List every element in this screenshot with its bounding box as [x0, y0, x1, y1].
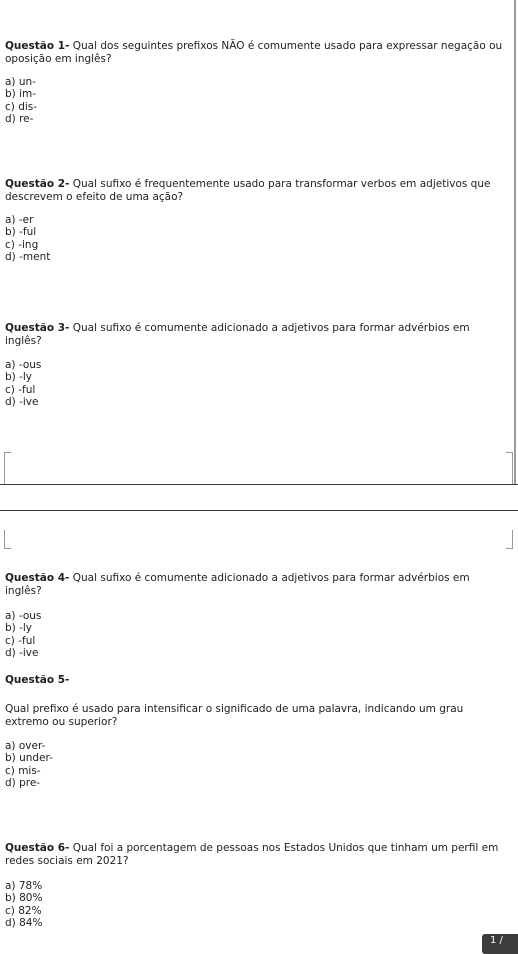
option-a: a) over- — [5, 740, 46, 752]
option-b: b) -ful — [5, 226, 37, 239]
question-2-options — [5, 214, 505, 264]
question-2-text — [5, 178, 505, 204]
question-1 — [5, 40, 505, 126]
option-a: a) 78% — [5, 880, 43, 892]
question-5-body: Qual prefixo é usado para intensificar o significado de uma palavra, indicando um grau extremo ou superior? — [5, 703, 464, 728]
option-b: b) -ly — [5, 622, 33, 635]
option-a: a) -ous — [5, 610, 42, 622]
option-d: d) -ment — [5, 251, 51, 264]
question-6 — [5, 842, 505, 930]
question-4-text — [5, 572, 505, 598]
question-2-body: Qual sufixo é frequentemente usado para transformar verbos em adjetivos que descrevem o efeito de uma ação? — [5, 178, 491, 203]
question-3 — [5, 322, 505, 409]
page-2-corner-mark-right — [506, 530, 513, 549]
option-c: c) dis- — [5, 100, 38, 113]
question-5-label-line — [5, 674, 505, 687]
option-b: b) im- — [5, 88, 37, 101]
question-4-label: Questão 4- — [5, 572, 70, 584]
option-a: a) un- — [5, 76, 36, 88]
option-b: b) 80% — [5, 892, 43, 905]
page-1-corner-mark-left — [4, 452, 11, 485]
question-5 — [5, 674, 505, 790]
option-a: a) -ous — [5, 359, 42, 371]
question-6-options — [5, 880, 505, 930]
question-2-label: Questão 2- — [5, 178, 70, 190]
question-5-label: Questão 5- — [5, 674, 70, 686]
question-4-options — [5, 610, 505, 660]
option-b: b) -ly — [5, 371, 33, 384]
option-c: c) 82% — [5, 904, 42, 917]
page-1-corner-mark-right — [506, 452, 513, 485]
page-2-corner-mark-left — [4, 530, 11, 549]
option-d: d) -ive — [5, 396, 39, 409]
question-4 — [5, 572, 505, 660]
page-gap — [0, 485, 518, 510]
question-3-text — [5, 322, 505, 348]
option-d: d) -ive — [5, 647, 39, 660]
option-d: d) re- — [5, 113, 34, 126]
question-3-body: Qual sufixo é comumente adicionado a adjetivos para formar advérbios em inglês? — [5, 322, 470, 347]
question-1-body: Qual dos seguintes prefixos NÃO é comumente usado para expressar negação ou oposição em inglês? — [5, 40, 503, 65]
option-d: d) 84% — [5, 917, 43, 930]
option-c: c) -ful — [5, 383, 36, 396]
question-6-text — [5, 842, 505, 868]
question-4-body: Qual sufixo é comumente adicionado a adjetivos para formar advérbios em inglês? — [5, 572, 470, 597]
option-b: b) under- — [5, 752, 53, 765]
option-c: c) mis- — [5, 764, 41, 777]
question-3-options — [5, 359, 505, 409]
question-3-label: Questão 3- — [5, 322, 70, 334]
question-1-options — [5, 76, 505, 126]
question-5-options — [5, 740, 505, 790]
page-counter: 1 / — [482, 934, 518, 954]
option-a: a) -er — [5, 214, 34, 226]
option-c: c) -ful — [5, 634, 36, 647]
option-c: c) -ing — [5, 238, 39, 251]
question-1-text — [5, 40, 505, 66]
question-6-label: Questão 6- — [5, 842, 70, 854]
question-1-label: Questão 1- — [5, 40, 70, 52]
question-6-body: Qual foi a porcentagem de pessoas nos Estados Unidos que tinham um perfil em redes sociais em 2021? — [5, 842, 499, 867]
option-d: d) pre- — [5, 777, 41, 790]
question-2 — [5, 178, 505, 264]
page-1-right-edge — [514, 0, 516, 484]
page-2-top-edge — [0, 510, 518, 511]
